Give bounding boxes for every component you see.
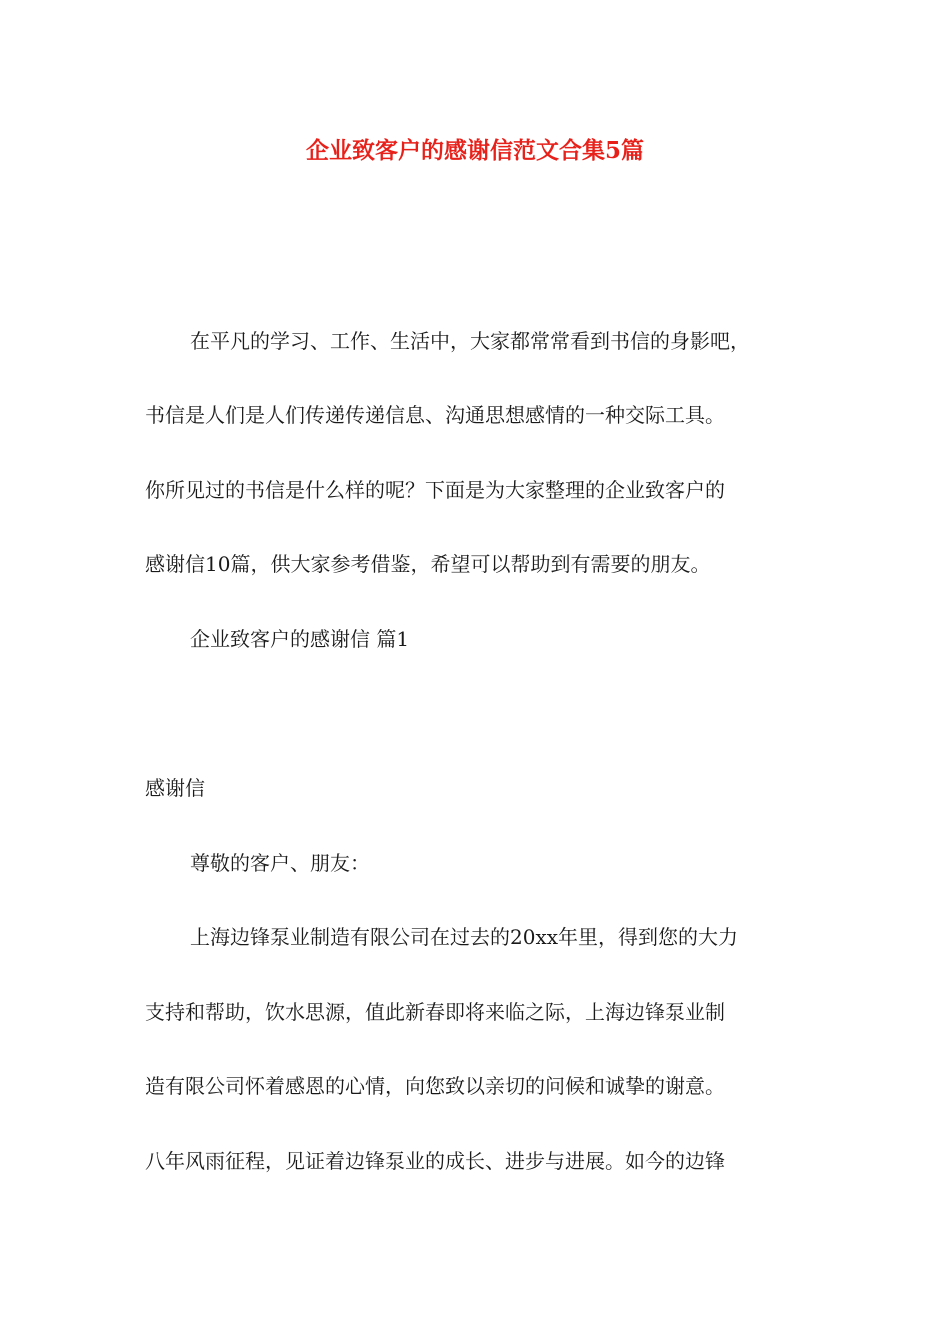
document-title: 企业致客户的感谢信范文合集5篇: [305, 137, 644, 164]
letter-title: 感谢信: [145, 776, 205, 800]
salutation: 尊敬的客户、朋友：: [190, 851, 370, 875]
intro-line-1: 在平凡的学习、工作、生活中，大家都常常看到书信的身影吧，: [190, 329, 750, 353]
body-line-4: 八年风雨征程，见证着边锋泵业的成长、进步与进展。如今的边锋: [145, 1149, 725, 1173]
section-heading: 企业致客户的感谢信 篇1: [190, 627, 410, 651]
intro-line-2: 书信是人们是人们传递传递信息、沟通思想感情的一种交际工具。: [145, 403, 725, 427]
body-line-2: 支持和帮助，饮水思源，值此新春即将来临之际，上海边锋泵业制: [145, 1000, 725, 1024]
intro-line-3: 你所见过的书信是什么样的呢？下面是为大家整理的企业致客户的: [145, 478, 725, 502]
body-line-1: 上海边锋泵业制造有限公司在过去的20xx年里，得到您的大力: [190, 925, 739, 949]
intro-line-4: 感谢信10篇，供大家参考借鉴，希望可以帮助到有需要的朋友。: [145, 552, 711, 576]
body-line-3: 造有限公司怀着感恩的心情，向您致以亲切的问候和诚挚的谢意。: [145, 1074, 725, 1098]
